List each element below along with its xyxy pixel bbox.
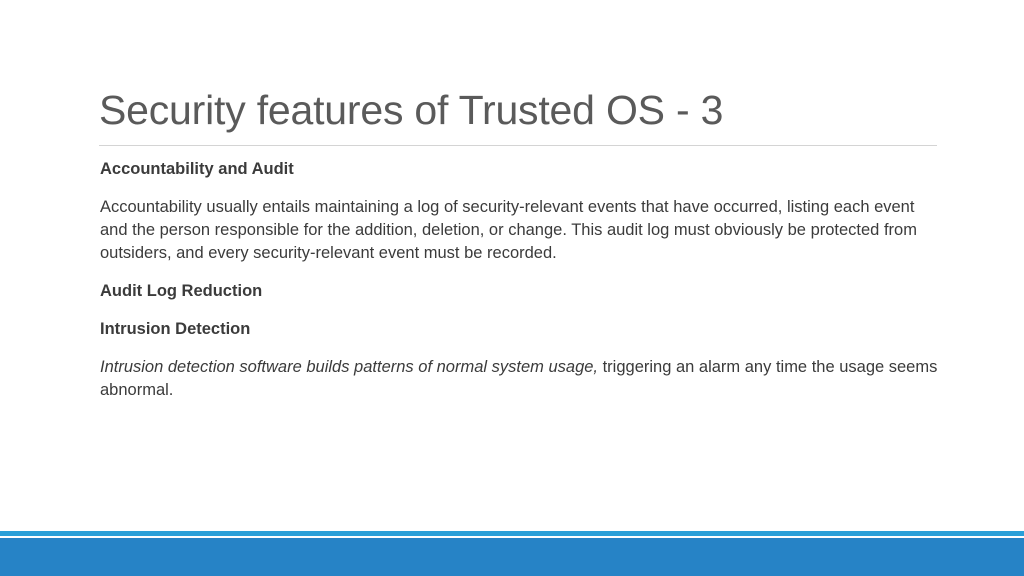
- heading-accountability-audit: Accountability and Audit: [100, 160, 294, 178]
- footer-bar: [0, 538, 1024, 576]
- heading-audit-log-reduction: Audit Log Reduction: [100, 282, 263, 300]
- slide-title: Security features of Trusted OS - 3: [99, 87, 724, 133]
- title-divider: [99, 145, 937, 146]
- intrusion-italic-text: Intrusion detection software builds patterns of normal system usage,: [100, 358, 599, 376]
- slide-content: [100, 158, 940, 417]
- paragraph-accountability: Accountability usually entails maintaining a log of security-relevant events that have occurred, listing each event and the person responsible for the addition, deletion, or change. This audit log must obviously be protected from outsiders, and every security-relevant event must be recorded.: [100, 198, 917, 262]
- heading-intrusion-detection: Intrusion Detection: [100, 320, 251, 338]
- intrusion-regular-text: triggering an alarm any time the usage seems abnormal.: [100, 358, 938, 399]
- paragraph-intrusion-detection: [100, 356, 940, 402]
- footer-accent-stripe: [0, 531, 1024, 536]
